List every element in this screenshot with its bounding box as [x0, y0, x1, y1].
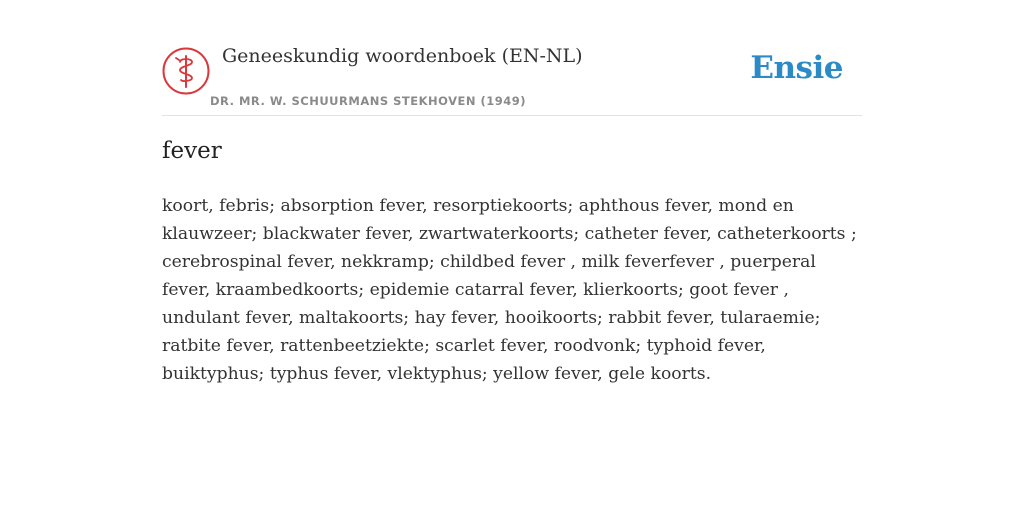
entry-headword: fever — [162, 138, 222, 164]
ensie-logo-link[interactable]: Ensie — [750, 50, 843, 86]
caduceus-icon — [162, 47, 210, 95]
dictionary-author: DR. MR. W. SCHUURMANS STEKHOVEN (1949) — [210, 94, 527, 108]
entry-definition: koort, febris; absorption fever, resorptiekoorts; aphthous fever, mond en klauwzeer; blackwater fever, zwartwaterkoorts; catheter fever, catheterkoorts ; cerebrospinal fever, nekkramp; childbed fever , milk feverfever , puerperal fever, kraambedkoorts; epidemie catarral fever, klierkoorts; goot fever , undulant fever, maltakoorts; hay fever, hooikoorts; rabbit fever, tularaemie; ratbite fever, rattenbeetziekte; scarlet fever, roodvonk; typhoid fever, buiktyphus; typhus fever, vlektyphus; yellow fever, gele koorts. — [162, 196, 857, 384]
dictionary-title[interactable]: Geneeskundig woordenboek (EN-NL) — [222, 45, 583, 67]
dictionary-header — [162, 40, 862, 116]
